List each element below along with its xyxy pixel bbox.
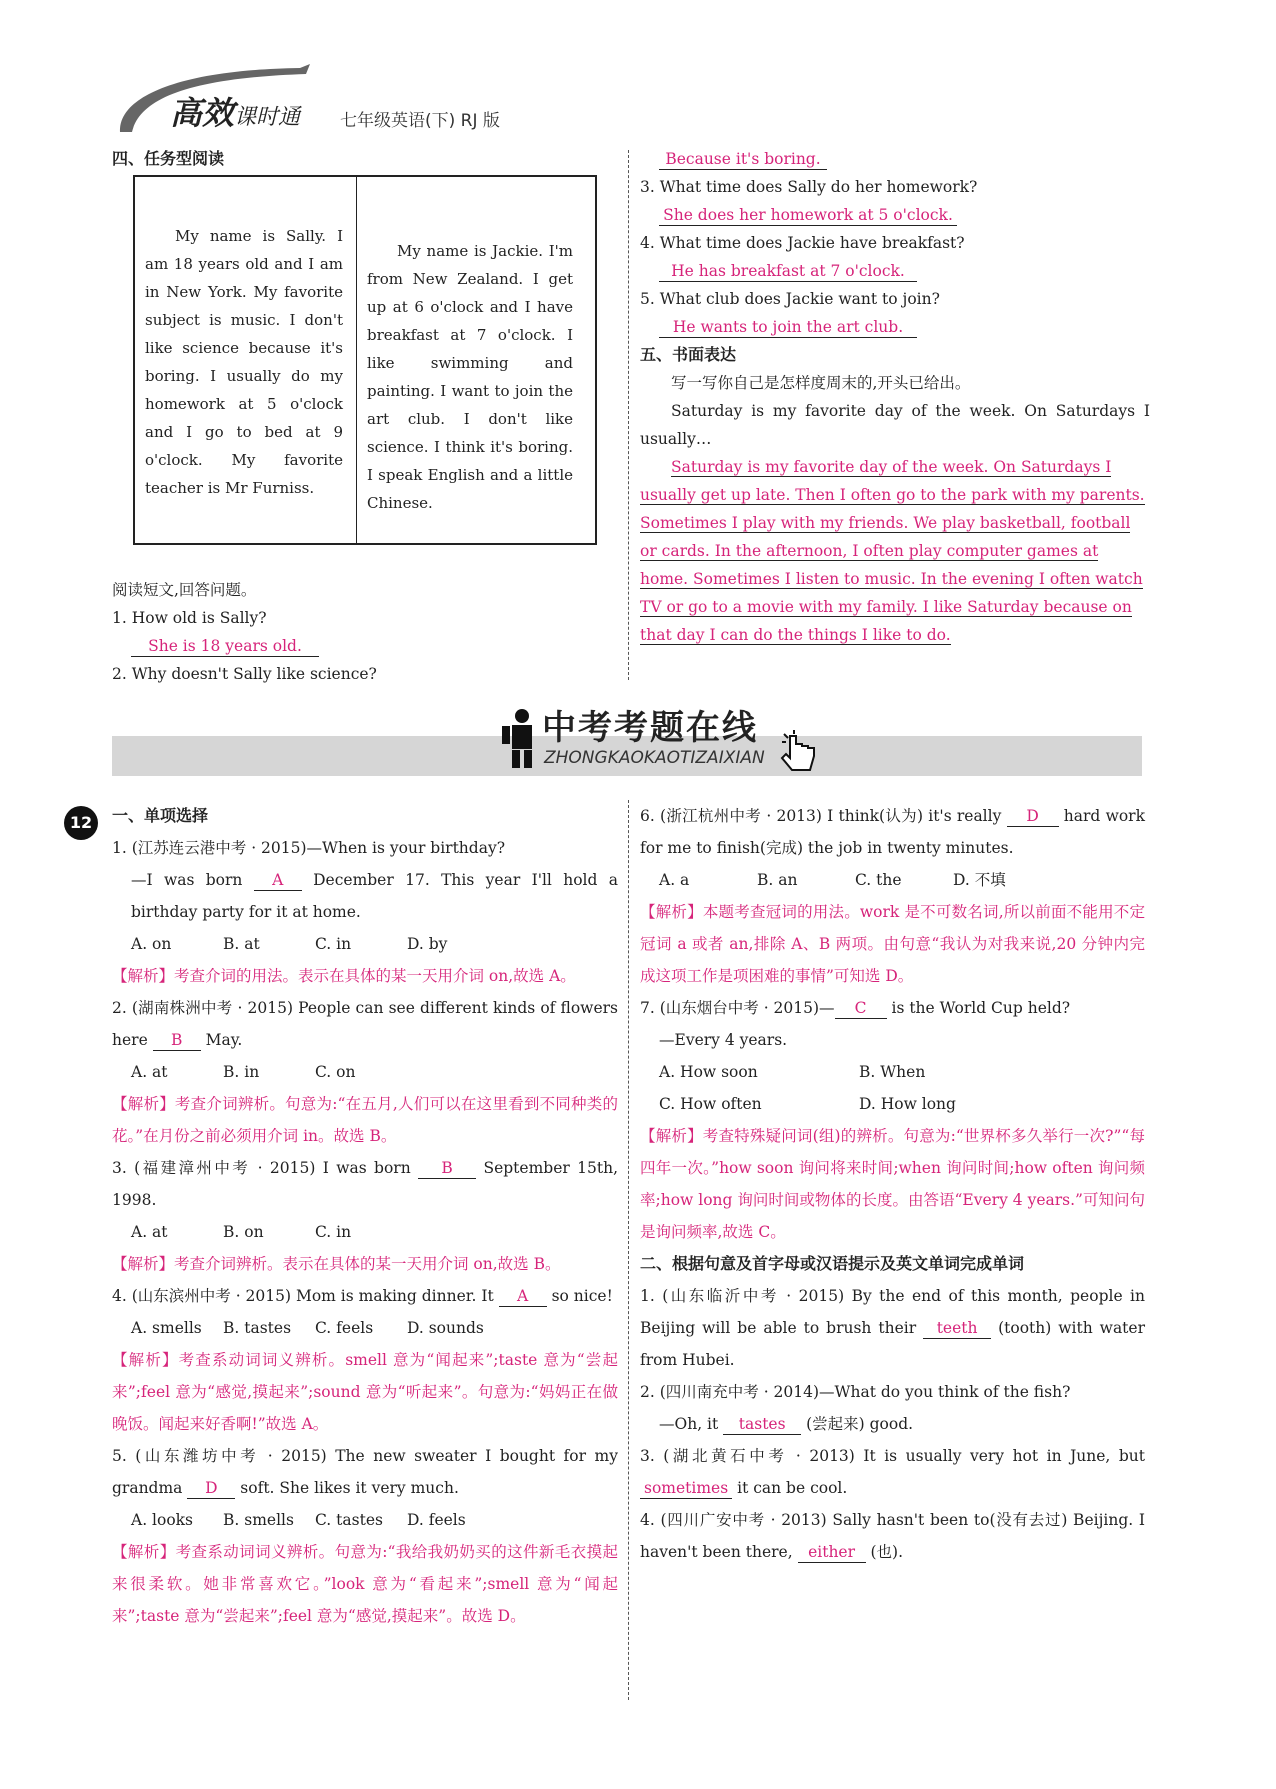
q5-opt-a: A. looks: [131, 1511, 194, 1529]
essay-text: Saturday is my favorite day of the week. On Saturdays I usually get up late. Then I often go to the park with my parents. Sometimes I play with my friends. We play basketball, football or cards. In the afternoon, I often play computer games at home. Sometimes I listen to music. In the evening I often watch TV or go to a movie with my family. I like Saturday because on that day I can do the things I like to do.: [640, 458, 1145, 644]
question-1: 1. How old is Sally?: [112, 609, 267, 627]
q4-opt-b: B. tastes: [223, 1319, 292, 1337]
page-header: [110, 60, 1170, 140]
fq1-stem: 1. (山东临沂中考 · 2015) By the end of this month, people in Beijing will be able to brush their: [640, 1287, 1145, 1337]
section-title: 四、任务型阅读: [112, 149, 225, 168]
q3-opt-c: C. in: [315, 1223, 352, 1241]
fq2-rest: (尝起来) good.: [806, 1415, 914, 1433]
part2-title: 二、根据句意及首字母或汉语提示及英文单词完成单词: [640, 1254, 1025, 1273]
q4-opt-d: D. sounds: [407, 1319, 484, 1337]
reading-instruction: 阅读短文,回答问题。: [112, 581, 257, 599]
question-4: 4. What time does Jackie have breakfast?: [640, 234, 965, 252]
q1-rest: December 17. This year I'll hold a birthday party for it at home.: [131, 871, 618, 921]
q2-answer: B: [153, 1032, 201, 1051]
q1-opt-c: C. in: [315, 935, 352, 953]
q6-explanation: 【解析】本题考查冠词的用法。work 是不可数名词,所以前面不能用不定冠词 a 或者 an,排除 A、B 两项。由句意“我认为对我来说,20 分钟内完成这项工作是项困难的事情”可知选 D。: [640, 903, 1145, 985]
q1-text: —I was born: [131, 871, 243, 889]
q7-opt-a: A. How soon: [659, 1063, 758, 1081]
q4-stem: 4. (山东滨州中考 · 2015) Mom is making dinner. It: [112, 1287, 494, 1305]
fill-question-1: [640, 1280, 1145, 1376]
q7-answer: C: [835, 1000, 887, 1019]
q4-answer: A: [499, 1288, 547, 1307]
fill-question-2: [640, 1376, 1145, 1440]
book-subtitle: 七年级英语(下) RJ 版: [340, 111, 500, 131]
q2-stem: 2. (湖南株洲中考 · 2015) People can see different kinds of flowers here: [112, 999, 618, 1049]
passage-sally: My name is Sally. I am 18 years old and I am in New York. My favorite subject is music. I don't like science because it's boring. I usually do my homework at 5 o'clock and I go to bed at 9 o'clock. My favorite teacher is Mr Furniss.: [145, 227, 343, 497]
answer-4: He has breakfast at 7 o'clock.: [659, 263, 917, 282]
passage-jackie: My name is Jackie. I'm from New Zealand. I get up at 6 o'clock and I have breakfast at 7 o'clock. I like swimming and painting. I want to join the art club. I don't like science. I think it's boring. I speak English and a little Chinese.: [367, 242, 573, 512]
page-number: 12: [64, 806, 98, 840]
figure-icon: [500, 708, 540, 770]
fq2-stem: 2. (四川南充中考 · 2014)—What do you think of the fish?: [640, 1383, 1071, 1401]
q2-rest: May.: [205, 1031, 243, 1049]
q1-answer: A: [254, 872, 302, 891]
mc-question-2: [112, 992, 618, 1152]
q1-stem: 1. (江苏连云港中考 · 2015)—When is your birthday?: [112, 839, 506, 857]
q4-rest: so nice!: [551, 1287, 613, 1305]
fq1-rest: (tooth) with water from Hubei.: [640, 1319, 1145, 1369]
q2-explanation: 【解析】考查介词辨析。句意为:“在五月,人们可以在这里看到不同种类的花。”在月份之前必须用介词 in。故选 B。: [112, 1095, 618, 1145]
q5-rest: soft. She likes it very much.: [240, 1479, 459, 1497]
writing-essay: [640, 453, 1150, 649]
multiple-choice-section: [112, 800, 618, 1625]
mc-question-5: [112, 1440, 618, 1625]
fq4-answer: either: [798, 1544, 866, 1563]
q5-opt-c: C. tastes: [315, 1511, 383, 1529]
q2-opt-b: B. in: [223, 1063, 260, 1081]
section-title-writing: 五、书面表达: [640, 345, 737, 364]
fq3-answer: sometimes: [640, 1480, 732, 1499]
q5-opt-b: B. smells: [223, 1511, 294, 1529]
mc-question-6: [640, 800, 1145, 992]
fq2-answer: tastes: [723, 1416, 801, 1435]
part1-title: 一、单项选择: [112, 806, 209, 825]
q3-stem: 3. (福建漳州中考 · 2015) I was born: [112, 1159, 411, 1177]
q6-opt-b: B. an: [757, 871, 798, 889]
writing-prompt: Saturday is my favorite day of the week. On Saturdays I usually…: [640, 402, 1150, 448]
answer-5: He wants to join the art club.: [659, 319, 917, 338]
q6-opt-a: A. a: [659, 871, 690, 889]
q6-opt-d: D. 不填: [953, 871, 1006, 889]
q6-opt-c: C. the: [855, 871, 902, 889]
q7-opt-b: B. When: [859, 1063, 926, 1081]
q5-answer: D: [187, 1480, 235, 1499]
fq2-text: —Oh, it: [659, 1415, 719, 1433]
answers-continued: [640, 145, 1150, 649]
mc-question-4: [112, 1280, 618, 1440]
fill-question-3: [640, 1440, 1145, 1504]
q3-opt-b: B. on: [223, 1223, 264, 1241]
reading-questions: [112, 576, 612, 688]
task-reading-section: [112, 145, 612, 173]
mc-question-7: [640, 992, 1145, 1248]
q1-explanation: 【解析】考查介词的用法。表示在具体的某一天用介词 on,故选 A。: [112, 967, 576, 985]
mc-question-3: [112, 1152, 618, 1280]
q7-opt-d: D. How long: [859, 1095, 956, 1113]
q6-answer: D: [1007, 808, 1059, 827]
q4-opt-a: A. smells: [131, 1319, 202, 1337]
answer-1: She is 18 years old.: [131, 638, 319, 657]
q6-stem: 6. (浙江杭州中考 · 2013) I think(认为) it's really: [640, 807, 1002, 825]
section-banner: [112, 700, 1142, 776]
question-2: 2. Why doesn't Sally like science?: [112, 665, 377, 683]
pointer-hand-icon: [780, 730, 826, 776]
answer-2: Because it's boring.: [659, 151, 827, 170]
q7-stem: 7. (山东烟台中考 · 2015)—: [640, 999, 835, 1017]
q7-explanation: 【解析】考查特殊疑问词(组)的辨析。句意为:“世界杯多久举行一次?”“每四年一次。”how soon 询问将来时间;when 询问时间;how often 询问频率;how long 询问时间或物体的长度。由答语“Every 4 years.”可知问句是询问频率,故选 C。: [640, 1127, 1145, 1241]
q5-opt-d: D. feels: [407, 1511, 466, 1529]
brand-logo: 高效课时通: [170, 94, 301, 132]
fq4-rest: (也).: [870, 1543, 904, 1561]
column-divider-bottom: [628, 800, 629, 1700]
fill-question-4: [640, 1504, 1145, 1568]
fq3-rest: it can be cool.: [737, 1479, 848, 1497]
fq4-stem: 4. (四川广安中考 · 2013) Sally hasn't been to(没有去过) Beijing. I haven't been there,: [640, 1511, 1145, 1561]
q3-opt-a: A. at: [131, 1223, 168, 1241]
reading-table: [133, 175, 597, 545]
q6-rest: hard work for me to finish(完成) the job in twenty minutes.: [640, 807, 1145, 857]
q5-stem: 5. (山东潍坊中考 · 2015) The new sweater I bought for my grandma: [112, 1447, 618, 1497]
q7-rest: is the World Cup held?: [891, 999, 1071, 1017]
banner-subtitle: ZHONGKAOKAOTIZAIXIAN: [544, 748, 765, 768]
q7-opt-c: C. How often: [659, 1095, 762, 1113]
q5-explanation: 【解析】考查系动词词义辨析。句意为:“我给我奶奶买的这件新毛衣摸起来很柔软。她非常喜欢它。”look 意为“看起来”;smell 意为“闻起来”;taste 意为“尝起来”;feel 意为“感觉,摸起来”。故选 D。: [112, 1543, 618, 1625]
question-3: 3. What time does Sally do her homework?: [640, 178, 978, 196]
mc-question-1: [112, 832, 618, 992]
answer-3: She does her homework at 5 o'clock.: [659, 207, 957, 226]
q7-reply: —Every 4 years.: [659, 1031, 788, 1049]
q2-opt-c: C. on: [315, 1063, 356, 1081]
q1-opt-a: A. on: [131, 935, 172, 953]
q1-opt-d: D. by: [407, 935, 448, 953]
q1-opt-b: B. at: [223, 935, 260, 953]
q2-opt-a: A. at: [131, 1063, 168, 1081]
fq3-stem: 3. (湖北黄石中考 · 2013) It is usually very hot in June, but: [640, 1447, 1145, 1465]
q3-explanation: 【解析】考查介词辨析。表示在具体的某一天用介词 on,故选 B。: [112, 1255, 561, 1273]
writing-instruction: 写一写你自己是怎样度周末的,开头已给出。: [671, 374, 971, 392]
column-divider: [628, 150, 629, 680]
q4-opt-c: C. feels: [315, 1319, 374, 1337]
right-column-bottom: [640, 800, 1145, 1568]
q4-explanation: 【解析】考查系动词词义辨析。smell 意为“闻起来”;taste 意为“尝起来”;feel 意为“感觉,摸起来”;sound 意为“听起来”。句意为:“妈妈正在做晚饭。闻起来好香啊!”故选 A。: [112, 1351, 618, 1433]
q3-rest: September 15th, 1998.: [112, 1159, 618, 1209]
q3-answer: B: [418, 1160, 476, 1179]
question-5: 5. What club does Jackie want to join?: [640, 290, 940, 308]
banner-title: 中考考题在线: [542, 708, 758, 748]
fq1-answer: teeth: [923, 1320, 991, 1339]
